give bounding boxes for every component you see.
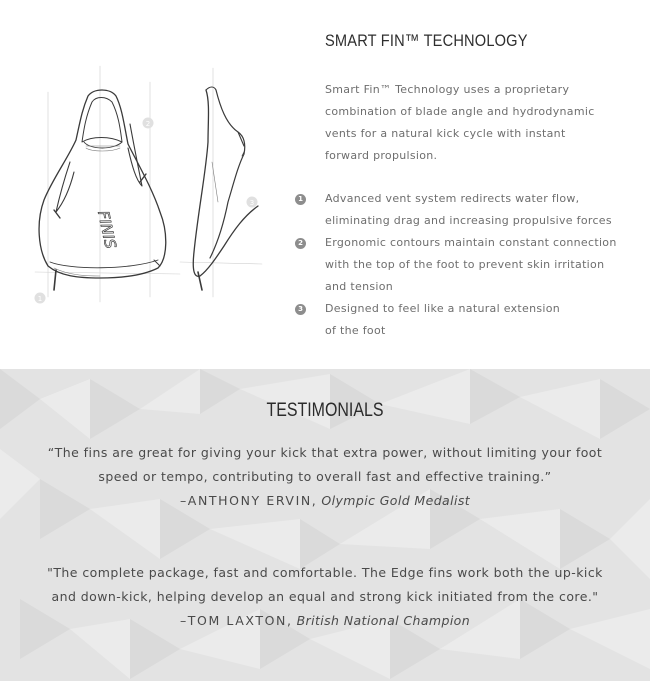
testimonial-quote-2 (45, 561, 605, 633)
svg-text:3: 3 (249, 199, 255, 207)
quote-author-role: Olympic Gold Medalist (321, 493, 471, 508)
testimonial-quote-1 (45, 441, 605, 513)
sketch-callout-2 (143, 118, 154, 129)
quote-attribution (45, 489, 605, 513)
quote-author-name: –TOM LAXTON, (179, 613, 293, 628)
testimonials-section (0, 369, 650, 681)
feature-title: SMART FIN™ TECHNOLOGY (325, 31, 528, 50)
feature-number-badge: 3 (295, 304, 306, 315)
quote-author-role: British National Champion (296, 613, 471, 628)
feature-item-text: Designed to feel like a natural extension of the foot (325, 302, 561, 337)
feature-item (293, 232, 623, 298)
quote-author-name: –ANTHONY ERVIN, (179, 493, 318, 508)
feature-list (293, 188, 623, 342)
svg-text:2: 2 (145, 120, 151, 128)
sketch-callout-1 (35, 293, 46, 304)
feature-description: Smart Fin™ Technology uses a proprietary combination of blade angle and hydrodynamic vents for a natural kick cycle with instant forward propulsion. (325, 83, 595, 162)
feature-item (293, 188, 623, 232)
testimonials-title: TESTIMONIALS (266, 400, 384, 421)
feature-number-badge: 2 (295, 238, 306, 249)
quote-text: “The fins are great for giving your kick that extra power, without limiting your foot speed or tempo, contributing to overall fast and effective training.” (47, 445, 603, 484)
quote-text: "The complete package, fast and comfortable. The Edge fins work both the up-kick and down-kick, helping develop an equal and strong kick initiated from the core." (47, 565, 603, 604)
feature-number-badge: 1 (295, 194, 306, 205)
fin-sketch-illustration (30, 62, 270, 312)
feature-item-text: Advanced vent system redirects water flow, eliminating drag and increasing propulsive forces (325, 192, 612, 227)
feature-item (293, 298, 623, 342)
sketch-callout-3 (247, 197, 258, 208)
finis-logo: FINIS (94, 209, 120, 251)
feature-item-text: Ergonomic contours maintain constant connection with the top of the foot to prevent skin irritation and tension (325, 236, 617, 293)
svg-text:1: 1 (37, 295, 43, 303)
quote-attribution (45, 609, 605, 633)
